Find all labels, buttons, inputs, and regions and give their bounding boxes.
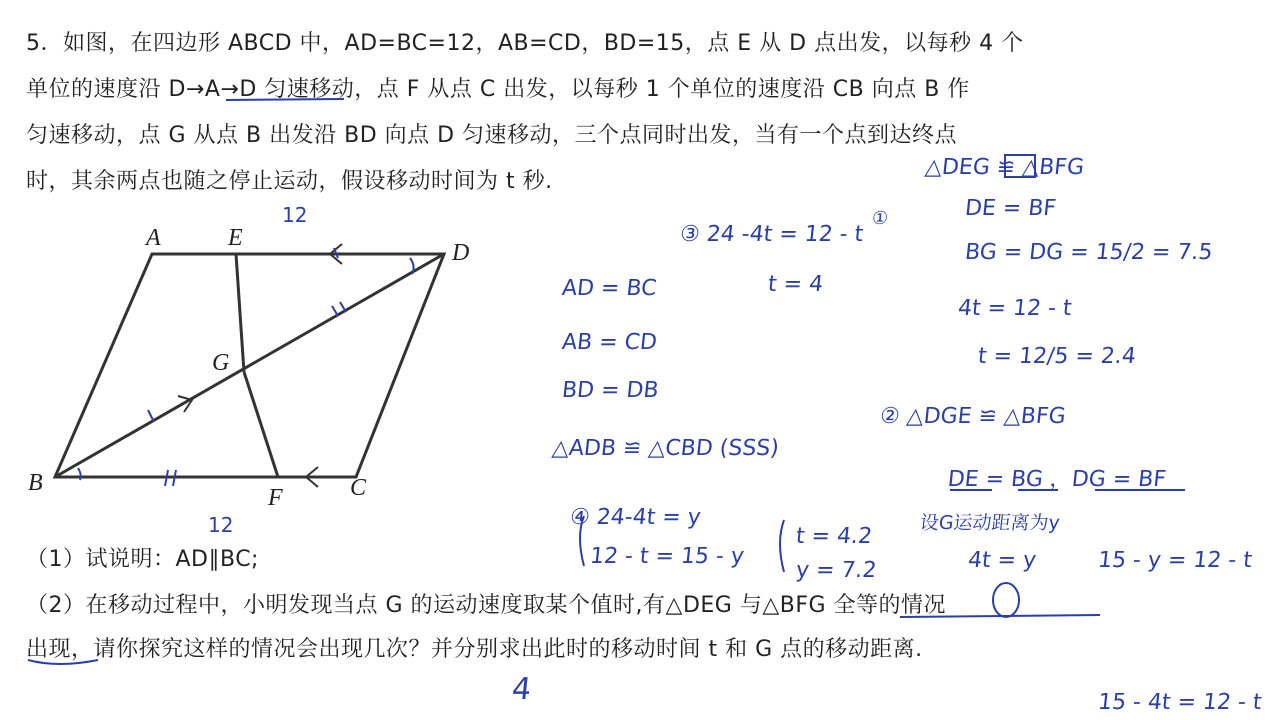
label-c: C — [350, 475, 367, 501]
note-sss: △ADB ≌ △CBD (SSS) — [550, 436, 781, 461]
question-2-line-2: 出现，请你探究这样的情况会出现几次？并分别求出此时的移动时间 t 和 G 点的移动距离. — [26, 637, 923, 662]
note-case4-a: ④ 24-4t = y — [568, 505, 703, 530]
note-ab-cd: AB = CD — [560, 330, 659, 355]
question-2-line-1: （2）在移动过程中，小明发现当点 G 的运动速度取某个值时,有△DEG 与△BFG 全等的情况 — [26, 593, 947, 618]
label-d: D — [452, 240, 470, 266]
note-t-24: t = 12/5 = 2.4 — [976, 344, 1138, 369]
note-de-bg: DE = BG ，DG = BF — [946, 467, 1168, 492]
note-eq-case3: ③ 24 -4t = 12 - t — [678, 222, 865, 247]
segment-eg — [236, 254, 244, 372]
note-4t-y: 4t = y — [966, 548, 1038, 573]
note-t-equals-4: t = 4 — [766, 272, 825, 297]
underline-da-d — [226, 99, 344, 100]
note-bd-db: BD = DB — [560, 378, 660, 403]
note-4t: 4t = 12 - t — [956, 296, 1073, 321]
bottom-length: 12 — [208, 513, 234, 537]
note-15-y: 15 - y = 12 - t — [1096, 548, 1254, 573]
label-b: B — [28, 470, 43, 496]
note-circle-1: ① — [870, 208, 890, 229]
label-a: A — [146, 225, 161, 251]
diagonal-bd — [55, 254, 444, 477]
problem-line-3: 匀速移动，点 G 从点 B 出发沿 BD 向点 D 匀速移动，三个点同时出发，当有一个点到达终点 — [26, 123, 958, 148]
note-answer-4: 4 — [510, 672, 533, 707]
brace-right — [780, 520, 784, 572]
segment-gf — [244, 372, 278, 477]
label-e: E — [228, 225, 243, 251]
question-1: （1）试说明：AD∥BC; — [26, 547, 259, 572]
top-length: 12 — [282, 203, 308, 227]
underline-chuxian — [28, 660, 98, 664]
note-y-72: y = 7.2 — [794, 558, 878, 583]
circle-yu — [993, 583, 1019, 617]
note-ad-bc: AD = BC — [560, 276, 658, 301]
note-case2: ② △DGE ≌ △BFG — [878, 404, 1067, 429]
problem-line-4: 时，其余两点也随之停止运动，假设移动时间为 t 秒. — [26, 169, 553, 194]
note-bg-dg: BG = DG = 15/2 = 7.5 — [963, 240, 1214, 265]
problem-line-1: 5．如图，在四边形 ABCD 中，AD=BC=12，AB=CD，BD=15，点 E 从 D 点出发，以每秒 4 个 — [26, 31, 1024, 56]
note-de-bf: DE = BF — [963, 196, 1058, 221]
note-t-42: t = 4.2 — [794, 524, 874, 549]
note-final-eq: 15 - 4t = 12 - t — [1096, 690, 1263, 715]
tick-bd-lower — [148, 410, 154, 422]
label-g: G — [212, 350, 230, 376]
label-f: F — [268, 485, 283, 511]
note-case4-b: 12 - t = 15 - y — [588, 544, 746, 569]
note-let-y: 设G运动距离为y — [918, 512, 1061, 534]
note-deg-bfg: △DEG ≌ △BFG — [923, 155, 1086, 180]
problem-line-2: 单位的速度沿 D→A→D 匀速移动，点 F 从点 C 出发，以每秒 1 个单位的速度沿 CB 向点 B 作 — [26, 77, 970, 102]
